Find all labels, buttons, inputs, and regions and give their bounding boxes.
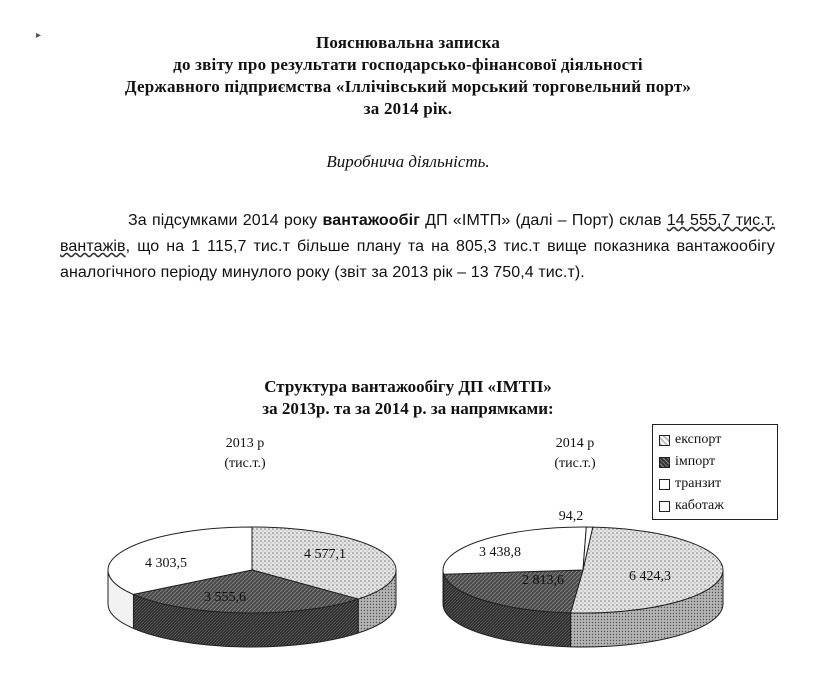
pie-2014-label-транзит: 3 438,8 — [479, 545, 521, 560]
pie-2014-label-каботаж: 94,2 — [558, 509, 584, 524]
legend-label-transit: транзит — [675, 476, 722, 491]
header-line-4: за 2014 рік. — [363, 99, 453, 118]
pie-2014-caption-unit: (тис.т.) — [554, 456, 596, 471]
pie-2013-caption-unit: (тис.т.) — [224, 456, 266, 471]
pie-2013-label-експорт: 4 577,1 — [304, 547, 346, 562]
pie-2014-label-імпорт: 2 813,6 — [522, 573, 564, 588]
legend-label-export: експорт — [675, 432, 722, 447]
pie-2014-side-транзит — [443, 570, 444, 608]
header-line-3: Державного підприємства «Іллічівський морський торговельний порт» — [124, 77, 692, 96]
section-title: Виробнича діяльність. — [326, 152, 490, 171]
margin-mark: ▸ — [36, 30, 42, 41]
chart-title-line-1: Структура вантажообігу ДП «ІМТП» — [264, 377, 552, 396]
paragraph-part-3: , що на 1 115,7 тис.т більше плану та на 805,3 тис.т вище показника вантажообігу аналогічного періоду минулого року (звіт за 2013 рік – 13 750,4 тис.т). — [60, 238, 775, 281]
pie-2014-label-експорт: 6 424,3 — [629, 569, 671, 584]
paragraph-bold-term: вантажообіг — [322, 212, 420, 229]
chart-title-line-2: за 2013р. та за 2014 р. за напрямками: — [262, 399, 554, 418]
paragraph-part-2: ДП «ІМТП» (далі – Порт) склав — [419, 212, 662, 229]
pie-2013-label-транзит: 4 303,5 — [145, 556, 187, 571]
pie-2013-caption-year: 2013 р — [225, 436, 265, 451]
header-line-1: Пояснювальна записка — [315, 33, 501, 52]
pie-2013-label-імпорт: 3 555,6 — [204, 590, 246, 605]
legend-label-import: імпорт — [675, 454, 716, 469]
header-line-2: до звіту про результати господарсько-фінансової діяльності — [173, 55, 643, 74]
pie-2014-caption-year: 2014 р — [555, 436, 595, 451]
paragraph-part-1: За підсумками 2014 року — [128, 212, 323, 229]
legend-label-cabotage: каботаж — [675, 498, 724, 513]
paragraph-underlined-value: 14 555,7 тис.т. вантажів — [60, 212, 776, 255]
